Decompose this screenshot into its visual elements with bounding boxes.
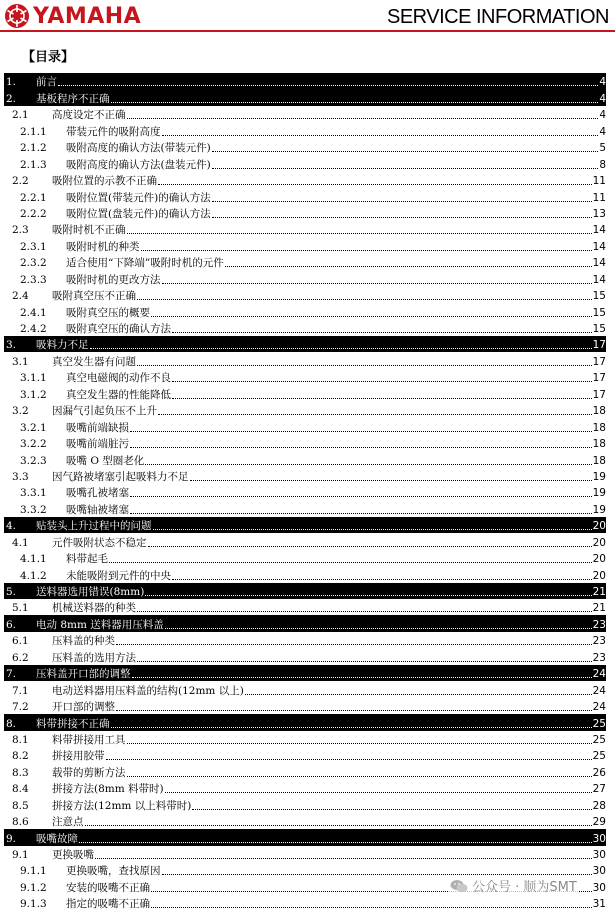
dot-leader [132, 676, 592, 678]
toc-entry-title: 吸嘴前端缺损 [66, 421, 129, 434]
toc-entry-title: 吸附位置(盘装元件)的确认方法 [66, 207, 211, 220]
toc-entry[interactable] [4, 763, 606, 779]
toc-entry-title: 前言 [36, 76, 57, 89]
toc-entry-title: 吸料力不足 [36, 339, 89, 352]
toc-entry[interactable] [4, 402, 606, 418]
toc-entry-title: 压料盖开口部的调整 [36, 668, 131, 681]
toc-entry-number: 8.2 [12, 750, 29, 763]
toc-entry-title: 因漏气引起负压不上升 [52, 405, 157, 418]
toc-entry-page: 30 [592, 832, 606, 845]
header-divider [0, 30, 615, 32]
toc-entry[interactable] [4, 435, 606, 451]
toc-entry[interactable] [4, 829, 606, 845]
toc-entry-page: 26 [592, 766, 606, 779]
toc-entry-number: 2.4.2 [20, 323, 47, 335]
toc-entry-page: 28 [592, 799, 606, 812]
toc-entry-page: 29 [592, 816, 606, 829]
toc-entry[interactable] [4, 731, 606, 747]
toc-entry-title: 吸嘴前端脏污 [66, 438, 129, 451]
toc-entry[interactable] [4, 747, 606, 763]
dot-leader [130, 512, 592, 514]
dot-leader [130, 446, 592, 448]
watermark [448, 876, 579, 895]
dot-leader [212, 200, 592, 202]
toc-entry-number: 7. [6, 668, 17, 681]
dot-leader [153, 528, 592, 530]
dot-leader [137, 298, 592, 300]
toc-entry[interactable] [4, 583, 606, 599]
toc-entry[interactable] [4, 533, 606, 549]
toc-entry-number: 2.1 [12, 109, 29, 122]
toc-entry-title: 料带起毛 [66, 553, 108, 566]
toc-entry-number: 2.4 [12, 290, 29, 303]
toc-entry-page: 30 [592, 881, 606, 894]
toc-entry-page: 19 [592, 470, 606, 483]
toc-entry-title: 未能吸附到元件的中央 [66, 569, 171, 582]
toc-entry-title: 更换吸嘴，查找原因 [66, 865, 161, 878]
toc-entry-title: 压料盖的种类 [52, 635, 115, 648]
toc-entry-number: 2.3.1 [20, 240, 47, 253]
toc-entry[interactable] [4, 237, 606, 253]
toc-entry-number: 8.5 [12, 799, 29, 812]
toc-entry-number: 4.1.2 [20, 569, 47, 582]
toc-entry-title: 料带拼接不正确 [36, 717, 110, 730]
toc-entry-number: 2.1.2 [20, 142, 47, 155]
dot-leader [172, 331, 592, 333]
dot-leader [212, 150, 599, 152]
toc-entry-title: 吸嘴轴被堵塞 [66, 503, 129, 516]
dot-leader [106, 758, 592, 760]
toc-entry-number: 9.1.3 [20, 898, 47, 911]
toc-entry[interactable] [4, 139, 606, 155]
toc-entry-number: 9.1.2 [20, 881, 47, 894]
dot-leader [137, 660, 592, 662]
toc-entry[interactable] [4, 303, 606, 319]
toc-heading: 【目录】 [22, 50, 75, 65]
toc-entry-title: 电动送料器用压料盖的结构(12mm 以上) [52, 684, 244, 697]
table-of-contents [4, 73, 606, 911]
toc-entry-page: 30 [592, 865, 606, 878]
toc-entry-number: 3.2.3 [20, 454, 47, 467]
toc-entry-page: 4 [599, 92, 606, 105]
dot-leader [165, 627, 592, 629]
toc-entry-number: 4.1 [12, 536, 29, 549]
toc-entry-page: 15 [592, 323, 606, 335]
toc-entry[interactable] [4, 106, 606, 122]
toc-entry-number: 8.1 [12, 733, 29, 746]
toc-entry-number: 2.2.1 [20, 191, 47, 204]
toc-entry-title: 载带的剪断方法 [52, 766, 126, 779]
toc-entry-title: 拼接方法(8mm 料带时) [52, 783, 164, 796]
dot-leader [158, 413, 592, 415]
dot-leader [212, 216, 592, 218]
toc-entry-title: 真空发生器有问题 [52, 355, 136, 368]
toc-entry-number: 8.6 [12, 816, 29, 829]
toc-entry-number: 8.3 [12, 766, 29, 779]
toc-entry-page: 17 [592, 388, 606, 401]
toc-entry[interactable] [4, 205, 606, 221]
dot-leader [145, 594, 591, 596]
toc-entry-number: 3.2.2 [20, 438, 47, 451]
dot-leader [172, 397, 592, 399]
toc-entry-title: 吸嘴 O 型圈老化 [66, 454, 145, 467]
toc-entry[interactable] [4, 484, 606, 500]
toc-entry-title: 拼接用胶带 [52, 750, 105, 763]
toc-entry-page: 4 [599, 76, 606, 89]
toc-entry-number: 7.1 [12, 684, 29, 697]
toc-entry-page: 15 [592, 290, 606, 303]
dot-leader [137, 364, 592, 366]
toc-entry-number: 3. [6, 339, 17, 352]
toc-entry-page: 20 [592, 520, 606, 533]
toc-entry-title: 安装的吸嘴不正确 [66, 881, 150, 894]
dot-leader [95, 857, 592, 859]
toc-entry-title: 吸嘴故障 [36, 832, 78, 845]
toc-entry-page: 18 [592, 438, 606, 451]
toc-entry[interactable] [4, 550, 606, 566]
toc-entry-page: 25 [592, 717, 606, 730]
toc-entry[interactable] [4, 615, 606, 631]
toc-entry-title: 吸附时机的种类 [66, 240, 140, 253]
toc-entry[interactable] [4, 796, 606, 812]
dot-leader [148, 545, 592, 547]
dot-leader [165, 791, 592, 793]
toc-entry[interactable] [4, 500, 606, 516]
toc-entry-title: 吸附位置(带装元件)的确认方法 [66, 191, 211, 204]
toc-entry-title: 注意点 [52, 816, 84, 829]
yamaha-logo [4, 2, 141, 30]
toc-entry-page: 23 [592, 618, 606, 631]
toc-entry[interactable] [4, 188, 606, 204]
toc-entry-page: 14 [592, 224, 606, 237]
toc-entry-page: 5 [599, 142, 606, 155]
toc-entry-number: 3.3 [12, 470, 29, 483]
toc-entry-number: 4.1.1 [20, 553, 47, 566]
page-header [0, 0, 615, 34]
toc-entry-title: 吸附高度的确认方法(盘装元件) [66, 158, 211, 171]
toc-entry-page: 18 [592, 405, 606, 418]
dot-leader [245, 693, 592, 695]
dot-leader [151, 906, 592, 908]
dot-leader [212, 167, 599, 169]
toc-entry-title: 吸附位置的示教不正确 [52, 175, 157, 188]
dot-leader [172, 380, 592, 382]
toc-entry-number: 2.4.1 [20, 306, 47, 319]
dot-leader [137, 610, 592, 612]
toc-entry-page: 4 [599, 109, 606, 122]
toc-entry-page: 20 [592, 553, 606, 566]
toc-entry-number: 7.2 [12, 701, 29, 714]
toc-entry-number: 1. [6, 76, 17, 89]
toc-entry-title: 元件吸附状态不稳定 [52, 536, 147, 549]
toc-entry[interactable] [4, 89, 606, 105]
toc-entry[interactable] [4, 780, 606, 796]
toc-entry-number: 2.3 [12, 224, 29, 237]
toc-entry[interactable] [4, 320, 606, 336]
toc-entry-page: 23 [592, 635, 606, 648]
toc-entry-number: 2.1.1 [20, 125, 47, 138]
dot-leader [109, 561, 592, 563]
toc-entry-number: 6. [6, 618, 17, 631]
toc-entry[interactable] [4, 468, 606, 484]
toc-entry-number: 9.1 [12, 849, 29, 861]
toc-entry-page: 18 [592, 421, 606, 434]
toc-entry-page: 24 [592, 701, 606, 714]
toc-entry[interactable] [4, 632, 606, 648]
dot-leader [225, 265, 592, 267]
dot-leader [172, 578, 592, 580]
dot-leader [158, 183, 592, 185]
toc-entry[interactable] [4, 566, 606, 582]
dot-leader [192, 808, 591, 810]
toc-entry[interactable] [4, 418, 606, 434]
toc-entry[interactable] [4, 172, 606, 188]
toc-entry-title: 带装元件的吸附高度 [66, 125, 161, 138]
toc-entry-page: 21 [592, 586, 606, 598]
toc-entry[interactable] [4, 599, 606, 615]
toc-entry-page: 20 [592, 536, 606, 549]
toc-entry-title: 吸嘴孔被堵塞 [66, 487, 129, 500]
dot-leader [127, 775, 592, 777]
toc-entry-page: 14 [592, 273, 606, 286]
toc-entry-page: 31 [592, 898, 606, 911]
watermark-text: 公众号 · 顺为SMT [472, 880, 577, 895]
toc-entry-title: 吸附真空压不正确 [52, 290, 136, 303]
toc-entry-page: 15 [592, 306, 606, 319]
toc-entry-page: 27 [592, 783, 606, 796]
toc-entry-page: 19 [592, 487, 606, 500]
toc-entry[interactable] [4, 352, 606, 368]
toc-entry-number: 3.3.2 [20, 503, 47, 516]
toc-entry-number: 4. [6, 520, 17, 533]
toc-entry-number: 6.1 [12, 635, 29, 648]
toc-entry-page: 23 [592, 651, 606, 664]
toc-entry-number: 2.3.2 [20, 257, 47, 270]
toc-entry-title: 真空发生器的性能降低 [66, 388, 171, 401]
toc-entry-page: 24 [592, 684, 606, 697]
toc-entry-title: 吸附真空压的概要 [66, 306, 150, 319]
toc-entry-number: 5. [6, 586, 17, 598]
toc-entry[interactable] [4, 681, 606, 697]
toc-entry-number: 3.2 [12, 405, 29, 418]
toc-entry-number: 3.1.1 [20, 372, 47, 385]
toc-entry-title: 开口部的调整 [52, 701, 115, 714]
toc-entry-title: 贴装头上升过程中的问题 [36, 520, 152, 533]
toc-entry-title: 吸附真空压的确认方法 [66, 323, 171, 335]
toc-entry-title: 指定的吸嘴不正确 [66, 898, 150, 911]
toc-entry[interactable] [4, 221, 606, 237]
toc-entry-title: 基板程序不正确 [36, 92, 110, 105]
toc-entry-number: 9. [6, 832, 17, 845]
toc-entry-number: 3.2.1 [20, 421, 47, 434]
toc-entry[interactable] [4, 451, 606, 467]
toc-entry-number: 2.3.3 [20, 273, 47, 286]
dot-leader [130, 430, 592, 432]
toc-entry-number: 6.2 [12, 651, 29, 664]
dot-leader [116, 643, 592, 645]
toc-entry-page: 14 [592, 257, 606, 270]
toc-entry[interactable] [4, 336, 606, 352]
toc-entry[interactable] [4, 517, 606, 533]
brand-name: YAMAHA [33, 3, 142, 29]
dot-leader [162, 282, 592, 284]
dot-leader [127, 232, 592, 234]
toc-entry-title: 吸附高度的确认方法(带装元件) [66, 142, 211, 155]
toc-entry-page: 14 [592, 240, 606, 253]
toc-entry-page: 25 [592, 750, 606, 763]
toc-entry-number: 2. [6, 92, 17, 105]
toc-entry-title: 机械送料器的种类 [52, 602, 136, 615]
toc-entry[interactable] [4, 846, 606, 862]
toc-entry-page: 25 [592, 733, 606, 746]
toc-entry-title: 压料盖的选用方法 [52, 651, 136, 664]
toc-entry-number: 8.4 [12, 783, 29, 796]
toc-entry-page: 13 [592, 207, 606, 220]
toc-entry[interactable] [4, 287, 606, 303]
toc-entry[interactable] [4, 813, 606, 829]
dot-leader [111, 101, 599, 103]
toc-entry[interactable] [4, 385, 606, 401]
toc-entry[interactable] [4, 270, 606, 286]
toc-entry-number: 8. [6, 717, 17, 730]
dot-leader [127, 742, 592, 744]
dot-leader [90, 347, 592, 349]
toc-entry-title: 因气路被堵塞引起吸料力不足 [52, 470, 189, 483]
toc-entry-page: 11 [592, 175, 606, 188]
toc-entry-title: 更换吸嘴 [52, 849, 94, 861]
toc-entry-title: 适合使用“下降端”吸附时机的元件 [66, 257, 224, 270]
toc-entry-page: 17 [592, 355, 606, 368]
toc-entry-title: 电动 8mm 送料器用压料盖 [36, 618, 164, 631]
toc-entry-page: 4 [599, 125, 606, 138]
toc-entry-page: 8 [599, 158, 606, 171]
toc-entry-title: 真空电磁阀的动作不良 [66, 372, 171, 385]
dot-leader [190, 479, 592, 481]
toc-entry-number: 2.1.3 [20, 158, 47, 171]
dot-leader [116, 709, 592, 711]
toc-entry-page: 21 [592, 602, 606, 615]
toc-entry-number: 2.2.2 [20, 207, 47, 220]
toc-entry-page: 18 [592, 454, 606, 467]
toc-entry-page: 24 [592, 668, 606, 681]
dot-leader [141, 249, 592, 251]
toc-entry-title: 高度设定不正确 [52, 109, 126, 122]
toc-entry-number: 3.3.1 [20, 487, 47, 500]
toc-entry[interactable] [4, 73, 606, 89]
dot-leader [79, 841, 592, 843]
toc-entry-title: 料带拼接用工具 [52, 733, 126, 746]
toc-entry[interactable] [4, 665, 606, 681]
dot-leader [58, 84, 598, 86]
toc-entry-title: 吸附时机不正确 [52, 224, 126, 237]
toc-entry-title: 吸附时机的更改方法 [66, 273, 161, 286]
tuning-fork-emblem-icon [4, 3, 30, 29]
toc-entry-number: 3.1.2 [20, 388, 47, 401]
dot-leader [111, 726, 592, 728]
toc-entry-page: 17 [592, 372, 606, 385]
toc-entry[interactable] [4, 698, 606, 714]
toc-entry-number: 9.1.1 [20, 865, 47, 878]
toc-entry-page: 17 [592, 339, 606, 352]
toc-entry-page: 19 [592, 503, 606, 516]
dot-leader [85, 824, 592, 826]
toc-entry-title: 送料器选用错误(8mm) [36, 586, 145, 598]
toc-entry-page: 11 [592, 191, 606, 204]
toc-entry[interactable] [4, 895, 606, 911]
toc-entry-title: 拼接方法(12mm 以上料带时) [52, 799, 192, 812]
toc-entry[interactable] [4, 714, 606, 730]
dot-leader [127, 117, 599, 119]
toc-entry-number: 2.2 [12, 175, 29, 188]
page-title: SERVICE INFORMATION [386, 6, 609, 28]
toc-entry-number: 3.1 [12, 355, 29, 368]
dot-leader [130, 495, 592, 497]
toc-entry[interactable] [4, 254, 606, 270]
toc-entry[interactable] [4, 155, 606, 171]
dot-leader [151, 315, 592, 317]
toc-entry[interactable] [4, 648, 606, 664]
toc-entry-page: 30 [592, 849, 606, 861]
toc-entry[interactable] [4, 122, 606, 138]
toc-entry-number: 5.1 [12, 602, 29, 615]
dot-leader [145, 463, 591, 465]
toc-entry-page: 20 [592, 569, 606, 582]
dot-leader [162, 134, 599, 136]
toc-entry[interactable] [4, 369, 606, 385]
wechat-icon [450, 879, 468, 893]
